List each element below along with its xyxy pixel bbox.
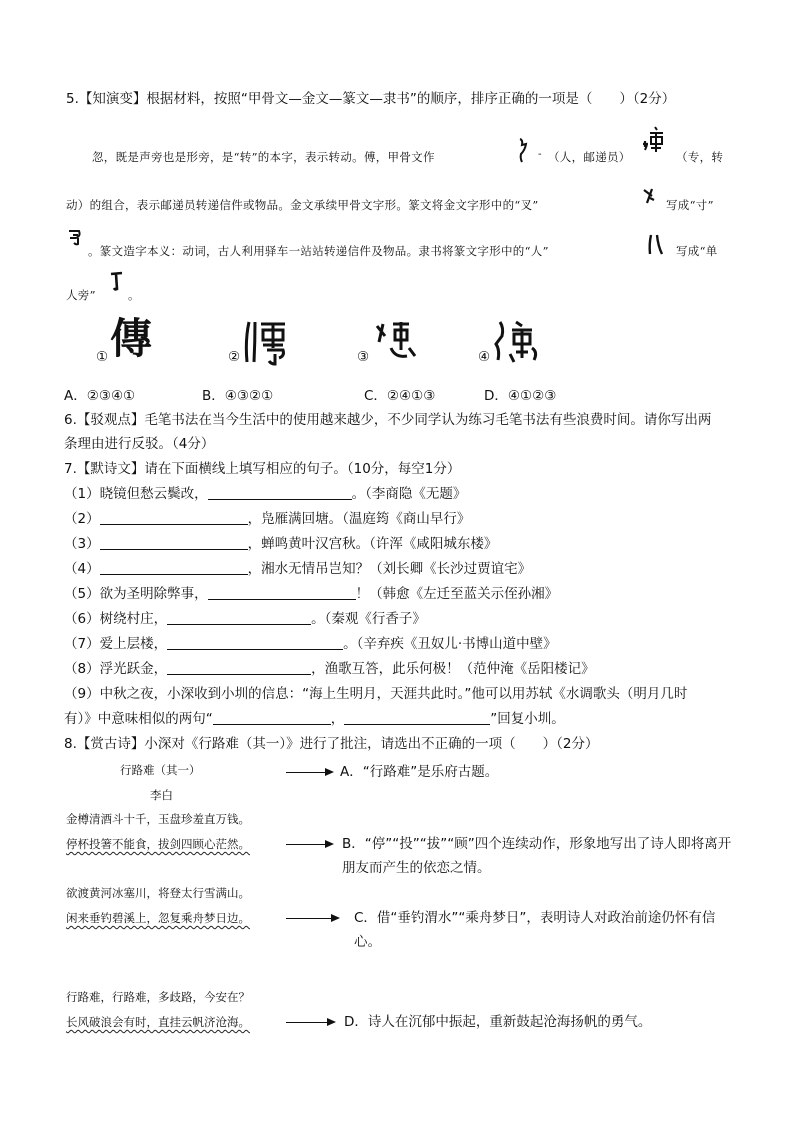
q7-item-1: （1）晓镜但愁云鬓改， 。（李商隐《无题》 xyxy=(64,486,467,502)
zhuanwen-cun-glyph xyxy=(66,226,84,246)
jinwen-cha-glyph xyxy=(640,186,658,206)
q8-stem: 8.【赏古诗】小深对《行路难（其一）》进行了批注，请选出不正确的一项（ ）（2分） xyxy=(64,736,599,752)
q5-material-line2: 动）的组合，表示邮递员转递信件或物品。金文承续甲骨文字形。篆文将金文字形中的“叉” xyxy=(66,198,539,212)
zhuanwen-fu-glyph xyxy=(241,318,289,366)
answer-blank-2[interactable] xyxy=(100,510,248,525)
answer-blank-3[interactable] xyxy=(100,535,248,550)
q5-option-a[interactable]: A．②③④① xyxy=(64,388,136,404)
poem-line-2: 停杯投箸不能食，拔剑四顾心茫然。 xyxy=(66,837,250,851)
answer-blank-1[interactable] xyxy=(208,485,352,500)
zhuanwen-ren-glyph xyxy=(646,232,664,258)
q7-item-4: （4） ，湘水无情吊岂知？（刘长卿《长沙过贾谊宅》 xyxy=(64,561,532,577)
arrow-to-option-d xyxy=(286,1022,334,1023)
oracle-zhuan-glyph xyxy=(641,124,671,158)
poem-line-5: 行路难，行路难，多歧路，今安在？ xyxy=(66,990,250,1004)
q5-stem: 5.【知演变】根据材料，按照“甲骨文—金文—篆文—隶书”的顺序，排序正确的一项是（ ）（2分） xyxy=(66,91,676,107)
q7-item-9-line1: （9）中秋之夜，小深收到小圳的信息：“海上生明月，天涯共此时。”他可以用苏轼《水调歌头（明月几时 xyxy=(64,686,688,702)
q5-option-b[interactable]: B．④③②① xyxy=(202,388,274,404)
oracle-person-glyph xyxy=(514,136,536,164)
q5-option-d[interactable]: D．④①②③ xyxy=(484,388,557,404)
q5-form-number-3: ③ xyxy=(357,349,370,365)
q8-option-a[interactable]: A．“行路难”是乐府古题。 xyxy=(340,764,499,780)
arrow-to-option-b xyxy=(286,844,332,845)
answer-blank-4[interactable] xyxy=(100,560,248,575)
answer-blank-8[interactable] xyxy=(167,660,311,675)
q5-material-line3a: 。篆文造字本义：动词，古人利用驿车一站站转递信件及物品。隶书将篆文字形中的“人” xyxy=(88,244,549,258)
arrow-to-option-a xyxy=(286,772,332,773)
lishu-fu-glyph: 傳 xyxy=(110,314,153,363)
lishu-ren-glyph xyxy=(108,270,126,294)
exam-page: 5.【知演变】根据材料，按照“甲骨文—金文—篆文—隶书”的顺序，排序正确的一项是（ ）（2分） 忽，既是声旁也是形旁，是“转”的本字，表示转动。傅，甲骨文作 - （人，邮递员） （专，转 动）的组合，表示邮递员转递信件或物品。金文承续甲骨文字形。篆文将金文字形中的“叉” 写成“寸” 。篆文造字本义：动词，古人利用驿车一站站转递信件及物品。隶书将篆文字形中的“人” 写成“单 人旁” 。 ① 傳 ② ③ ④ A．②③④① B．④③②① C．②④①③ D．④①②③ 6.【驳观点】毛笔书法在当今生活中的使用越来越少，不少同学认为练习毛笔书法有些浪费时间。请你写出两 条理由进行反驳。（4分） 7.【默诗文】请在下面横线上填写相应的句子。（10分，每空1分） （1）晓镜但愁云鬓改， 。（李商隐《无题》 （2） ，凫雁满回塘。（温庭筠《商山早行》 （3） ，蝉鸣黄叶汉宫秋。（许浑《咸阳城东楼》 （4） ，湘水无情吊岂知？（刘长卿《长沙过贾谊宅》 （5）欲为圣明除弊事， ！（韩愈《左迁至蓝关示侄孙湘》 （6）树绕村庄， 。（秦观《行香子》 （7）爱上层楼， 。（辛弃疾《丑奴儿·书博山道中壁》 （8）浮光跃金， ，渔歌互答，此乐何极！（范仲淹《岳阳楼记》 （9）中秋之夜，小深收到小圳的信息：“海上生明月，天涯共此时。”他可以用苏轼《水调歌头（明月几时 有）》中意味相似的两句“ ， ”回复小圳。 8.【赏古诗】小深对《行路难（其一）》进行了批注，请选出不正确的一项（ ）（2分） 行路难（其一） 李白 金樽清酒斗十千，玉盘珍羞直万钱。 停杯投箸不能食，拔剑四顾心茫然。 欲渡黄河冰塞川，将登太行雪满山。 闲来垂钓碧溪上，忽复乘舟梦日边。 行路难，行路难，多歧路，今安在？ 长风破浪会有时，直挂云帆济沧海。 A．“行路难”是乐府古题。 B．“停”“投”“拔”“顾”四个连续动作，形象地写出了诗人即将离开朋友而产生的依恋之情。 C．借“垂钓渭水”“乘舟梦日”，表明诗人对政治前途仍怀有信心。 D．诗人在沉郁中振起，重新鼓起沧海扬帆的勇气。 xyxy=(0,0,794,1123)
q8-option-d[interactable]: D．诗人在沉郁中振起，重新鼓起沧海扬帆的勇气。 xyxy=(344,1014,652,1030)
arrow-to-option-c xyxy=(286,918,338,919)
poem-line-1: 金樽清酒斗十千，玉盘珍羞直万钱。 xyxy=(66,812,250,826)
q5-material-line2b: 写成“寸” xyxy=(666,198,714,212)
q7-item-3: （3） ，蝉鸣黄叶汉宫秋。（许浑《咸阳城东楼》 xyxy=(64,536,498,552)
q5-material-line1a: 忽，既是声旁也是形旁，是“转”的本字，表示转动。傅，甲骨文作 xyxy=(92,150,435,164)
poem-author: 李白 xyxy=(150,788,173,802)
q5-form-number-4: ④ xyxy=(478,349,491,365)
jiaguwen-fu-glyph xyxy=(492,318,544,366)
q7-stem: 7.【默诗文】请在下面横线上填写相应的句子。（10分，每空1分） xyxy=(64,461,461,477)
q5-material-line1c: （专，转 xyxy=(676,150,724,164)
q6-text-line1: 6.【驳观点】毛笔书法在当今生活中的使用越来越少，不少同学认为练习毛笔书法有些浪费时间。请你写出两 xyxy=(64,412,712,428)
q5-option-c[interactable]: C．②④①③ xyxy=(364,388,436,404)
q7-item-6: （6）树绕村庄， 。（秦观《行香子》 xyxy=(64,611,426,627)
q7-item-8: （8）浮光跃金， ，渔歌互答，此乐何极！（范仲淹《岳阳楼记》 xyxy=(64,661,595,677)
answer-blank-7[interactable] xyxy=(167,635,343,650)
poem-title: 行路难（其一） xyxy=(120,763,201,777)
q7-item-5: （5）欲为圣明除弊事， ！（韩愈《左迁至蓝关示侄孙湘》 xyxy=(64,586,559,602)
q8-option-b[interactable]: B．“停”“投”“拔”“顾”四个连续动作，形象地写出了诗人即将离开朋友而产生的依恋之情。 xyxy=(342,836,732,876)
answer-blank-9b[interactable] xyxy=(344,710,490,725)
poem-line-6: 长风破浪会有时，直挂云帆济沧海。 xyxy=(66,1015,250,1029)
q5-form-number-1: ① xyxy=(96,349,109,365)
poem-line-3: 欲渡黄河冰塞川，将登太行雪满山。 xyxy=(66,886,250,900)
answer-blank-6[interactable] xyxy=(167,610,311,625)
q7-item-9-line2: 有）》中意味相似的两句“ ， ”回复小圳。 xyxy=(64,711,565,727)
answer-blank-5[interactable] xyxy=(208,585,356,600)
poem-line-4: 闲来垂钓碧溪上，忽复乘舟梦日边。 xyxy=(66,911,250,925)
q6-text-line2: 条理由进行反驳。（4分） xyxy=(64,436,215,452)
q7-item-2: （2） ，凫雁满回塘。（温庭筠《商山早行》 xyxy=(64,511,471,527)
q5-material-line3b: 写成“单 xyxy=(676,244,718,258)
q7-item-7: （7）爱上层楼， 。（辛弃疾《丑奴儿·书博山道中壁》 xyxy=(64,636,557,652)
q8-option-c[interactable]: C．借“垂钓渭水”“乘舟梦日”，表明诗人对政治前途仍怀有信心。 xyxy=(354,910,716,950)
answer-blank-9a[interactable] xyxy=(213,710,331,725)
q5-material-line4: 人旁” xyxy=(66,288,96,302)
jinwen-fu-glyph xyxy=(371,318,419,364)
q5-material-line4b: 。 xyxy=(128,288,140,302)
q5-form-number-2: ② xyxy=(228,349,241,365)
q5-material-line1b: （人，邮递员） xyxy=(548,150,631,164)
